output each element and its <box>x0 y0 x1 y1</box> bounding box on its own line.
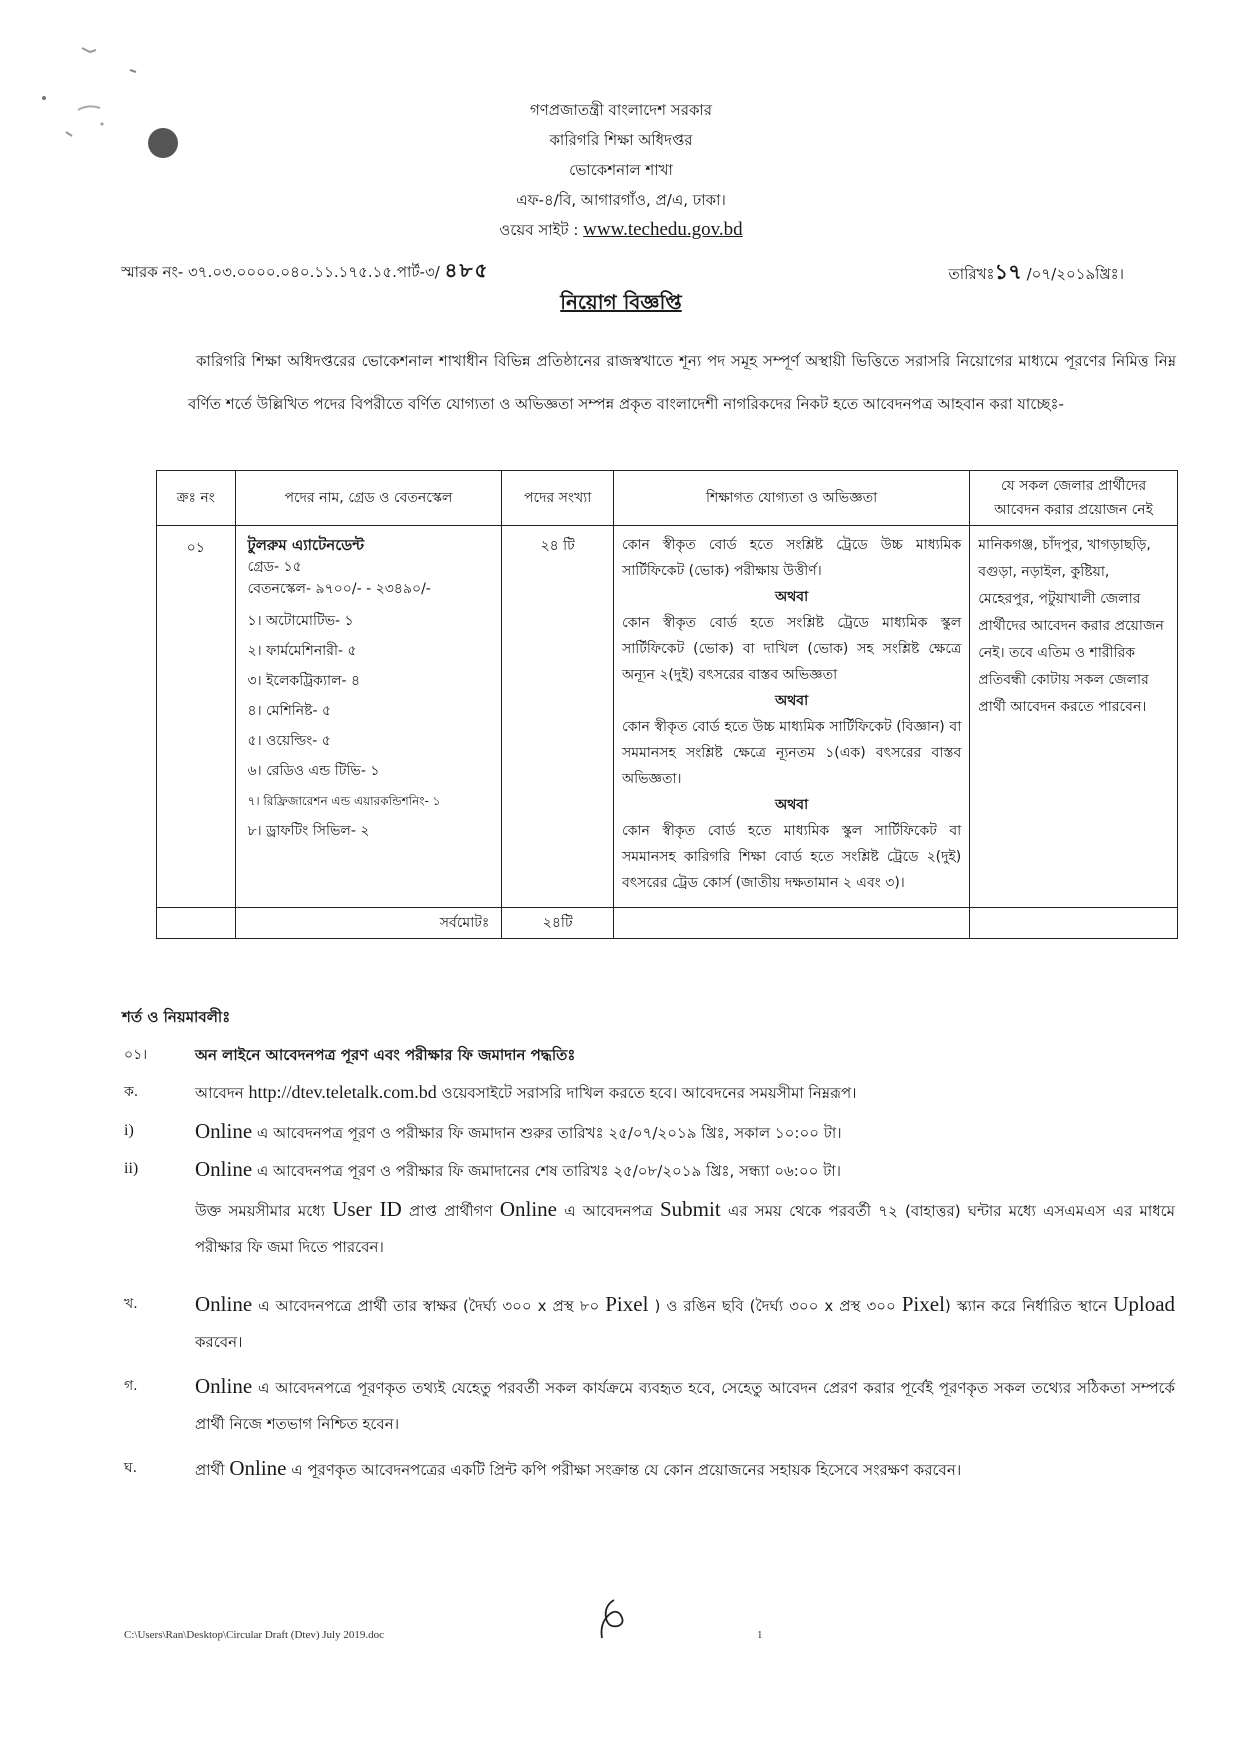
date-rest: /০৭/২০১৯খ্রিঃ। <box>1021 265 1124 283</box>
condition-marker: গ. <box>124 1378 138 1394</box>
or-separator: অথবা <box>775 797 809 813</box>
total-label: সর্বমোটঃ <box>235 908 502 939</box>
memo-date <box>949 256 1124 291</box>
qualification-cell <box>613 526 969 908</box>
date-handwritten-day: ১৭ <box>994 260 1022 284</box>
header-department: কারিগরি শিক্ষা অধিদপ্তর <box>549 131 693 149</box>
table-row <box>157 526 1178 908</box>
condition-text: উক্ত সময়সীমার মধ্যে User ID প্রাপ্ত প্রার্থীগণ Online এ আবেদনপত্র Submit এর সময় থেকে পরবর্তী ৭২ (বাহাত্তর) ঘন্টার মধ্যে এসএমএস এর মাধমে পরীক্ষার ফি জমা দিতে পারবেন। <box>195 1197 1175 1256</box>
total-empty <box>157 908 236 939</box>
website-label: ওয়েব সাইট : <box>499 221 584 239</box>
memo-number <box>121 256 489 289</box>
application-url[interactable]: http://dtev.teletalk.com.bd <box>248 1082 437 1102</box>
qualification-option: কোন স্বীকৃত বোর্ড হতে সংশ্লিষ্ট ট্রেডে উচ্চ মাধ্যমিক সার্টিফিকেট (ভোক) পরীক্ষায় উত্তীর্ণ। <box>621 537 962 579</box>
total-empty <box>970 908 1178 939</box>
memo-label: স্মারক নং- ৩৭.০৩.০০০০.০৪০.১১.১৭৫.১৫.পার্ট-৩/ <box>121 263 445 281</box>
serial-cell: ০১ <box>157 526 236 908</box>
vacancy-table <box>156 470 1178 939</box>
total-empty <box>613 908 969 939</box>
header-address: এফ-৪/বি, আগারগাঁও, প্র/এ, ঢাকা। <box>516 191 726 209</box>
or-separator: অথবা <box>775 693 809 709</box>
trade-item: ৩। ইলেকট্রিক্যাল- ৪ <box>247 673 361 689</box>
trade-item: ৭। রিফ্রিজারেশন এন্ড এয়ারকন্ডিশনিং- ১ <box>247 794 441 808</box>
qualification-option: কোন স্বীকৃত বোর্ড হতে মাধ্যমিক স্কুল সার্টিফিকেট বা সমমানসহ কারিগরি শিক্ষা বোর্ড হতে সংশ্লিষ্ট ট্রেডে ২(দুই) বৎসরের ট্রেড কোর্স (জাতীয় দক্ষতামান ২ এবং ৩)। <box>621 823 962 891</box>
post-cell <box>235 526 502 908</box>
condition-text: আবেদন http://dtev.teletalk.com.bd ওয়েবসাইটে সরাসরি দাখিল করতে হবে। আবেদনের সময়সীমা নিম্নরূপ। <box>195 1082 857 1102</box>
trade-item: ৮। ড্রাফটিং সিভিল- ২ <box>247 823 370 839</box>
col-excluded-districts: যে সকল জেলার প্রার্থীদের আবেদন করার প্রয়োজন নেই <box>970 471 1178 526</box>
post-name: টুলরুম এ্যাটেনডেন্ট <box>247 536 365 554</box>
condition-text: Online এ আবেদনপত্র পূরণ ও পরীক্ষার ফি জমাদানের শেষ তারিখঃ ২৫/০৮/২০১৯ খ্রিঃ, সন্ধ্যা ০৬:০০ টা। <box>195 1157 841 1181</box>
condition-marker: খ. <box>124 1296 138 1312</box>
memo-handwritten-number: ৪৮৫ <box>444 258 490 282</box>
trade-item: ২। ফার্মমেশিনারী- ৫ <box>247 643 357 659</box>
intro-paragraph: কারিগরি শিক্ষা অধিদপ্তরের ভোকেশনাল শাখাধীন বিভিন্ন প্রতিষ্ঠানের রাজস্বখাতে শূন্য পদ সমূহ সম্পূর্ণ অস্থায়ী ভিত্তিতে সরাসরি নিয়োগের মাধ্যমে পূরণের নিমিত্ত নিম্ন বর্ণিত শর্তে উল্লিখিত পদের বিপরীতে বর্ণিত যোগ্যতা ও অভিজ্ঞতা সম্পন্ন প্রকৃত বাংলাদেশী নাগরিকদের নিকট হতে আবেদনপত্র আহবান করা যাচ্ছেঃ- <box>188 352 1176 413</box>
conditions-heading: শর্ত ও নিয়মাবলীঃ <box>122 1008 231 1026</box>
date-label: তারিখঃ <box>948 265 995 283</box>
condition-text: প্রার্থী Online এ পূরণকৃত আবেদনপত্রের একটি প্রিন্ট কপি পরীক্ষা সংক্রান্ত যে কোন প্রয়োজনের সহায়ক হিসেবে সংরক্ষণ করবেন। <box>195 1456 962 1480</box>
notice-title: নিয়োগ বিজ্ঞপ্তি <box>560 290 682 314</box>
condition-text: Online এ আবেদনপত্রে প্রার্থী তার স্বাক্ষর (দৈর্ঘ্য ৩০০ x প্রস্থ ৮০ Pixel ) ও রঙিন ছবি (দৈর্ঘ্য ৩০০ x প্রস্থ ৩০০ Pixel) স্ক্যান করে নির্ধারিত স্থানে Upload করবেন। <box>195 1292 1176 1351</box>
header-branch: ভোকেশনাল শাখা <box>569 161 673 179</box>
qualification-option: কোন স্বীকৃত বোর্ড হতে উচ্চ মাধ্যমিক সার্টিফিকেট (বিজ্ঞান) বা সমমানসহ সংশ্লিষ্ট ক্ষেত্রে ন্যূনতম ১(এক) বৎসরের বাস্তব অভিজ্ঞতা। <box>621 719 962 787</box>
header-govt: গণপ্রজাতন্ত্রী বাংলাদেশ সরকার <box>529 101 713 119</box>
trade-item: ৪। মেশিনিষ্ট- ৫ <box>247 703 332 719</box>
col-count: পদের সংখ্যা <box>502 471 614 526</box>
file-path-footer: C:\Users\Ran\Desktop\Circular Draft (Dtev) July 2019.doc <box>124 1629 384 1641</box>
trade-item: ৬। রেডিও এন্ড টিভি- ১ <box>247 763 380 779</box>
or-separator: অথবা <box>775 589 809 605</box>
districts-cell: মানিকগঞ্জ, চাঁদপুর, খাগড়াছড়ি, বগুড়া, নড়াইল, কুষ্টিয়া, মেহেরপুর, পটুয়াখালী জেলার প্রার্থীদের আবেদন করার প্রয়োজন নেই। তবে এতিম ও শারীরিক প্রতিবন্ধী কোটায় সকল জেলার প্রার্থী আবেদন করতে পারবেন। <box>970 526 1178 908</box>
trade-item: ৫। ওয়েল্ডিং- ৫ <box>247 733 331 749</box>
condition-text: Online এ আবেদনপত্র পূরণ ও পরীক্ষার ফি জমাদান শুরুর তারিখঃ ২৫/০৭/২০১৯ খ্রিঃ, সকাল ১০:০০ টা। <box>195 1119 842 1143</box>
col-post: পদের নাম, গ্রেড ও বেতনস্কেল <box>235 471 502 526</box>
post-scale: বেতনস্কেল- ৯৭০০/- - ২৩৪৯০/- <box>247 581 431 597</box>
condition-marker: i) <box>124 1122 134 1139</box>
condition-marker: ক. <box>124 1084 139 1100</box>
condition-text: Online এ আবেদনপত্রে পূরণকৃত তথ্যই যেহেতু পরবর্তী সকল কার্যক্রমে ব্যবহৃত হবে, সেহেতু আবেদন প্রেরণ করার পূর্বেই পূরণকৃত সকল তথ্যের সঠিকতা সম্পর্কে প্রার্থী নিজে শতভাগ নিশ্চিত হবেন। <box>195 1374 1175 1433</box>
condition-marker: ঘ. <box>124 1460 138 1476</box>
page-number: 1 <box>757 1629 763 1641</box>
condition-text: অন লাইনে আবেদনপত্র পূরণ এবং পরীক্ষার ফি জমাদান পদ্ধতিঃ <box>195 1046 576 1064</box>
table-header-row <box>157 471 1178 526</box>
header-website <box>0 215 1242 245</box>
condition-marker: ii) <box>124 1160 139 1177</box>
trade-item: ১। অটোমোটিভ- ১ <box>247 613 354 629</box>
table-total-row <box>157 908 1178 939</box>
signature-initial <box>592 1596 632 1646</box>
col-qualification: শিক্ষাগত যোগ্যতা ও অভিজ্ঞতা <box>613 471 969 526</box>
condition-marker: ০১। <box>124 1047 148 1063</box>
count-cell: ২৪ টি <box>502 526 614 908</box>
col-serial: ক্রঃ নং <box>157 471 236 526</box>
total-value: ২৪টি <box>502 908 614 939</box>
qualification-option: কোন স্বীকৃত বোর্ড হতে সংশ্লিষ্ট ট্রেডে মাধ্যমিক স্কুল সার্টিফিকেট (ভোক) বা দাখিল (ভোক) সহ সংশ্লিষ্ট ক্ষেত্রে অন্যূন ২(দুই) বৎসরের বাস্তব অভিজ্ঞতা <box>621 615 962 683</box>
post-grade: গ্রেড- ১৫ <box>247 559 302 575</box>
website-url[interactable]: www.techedu.gov.bd <box>583 219 743 240</box>
letterhead <box>0 95 1242 245</box>
